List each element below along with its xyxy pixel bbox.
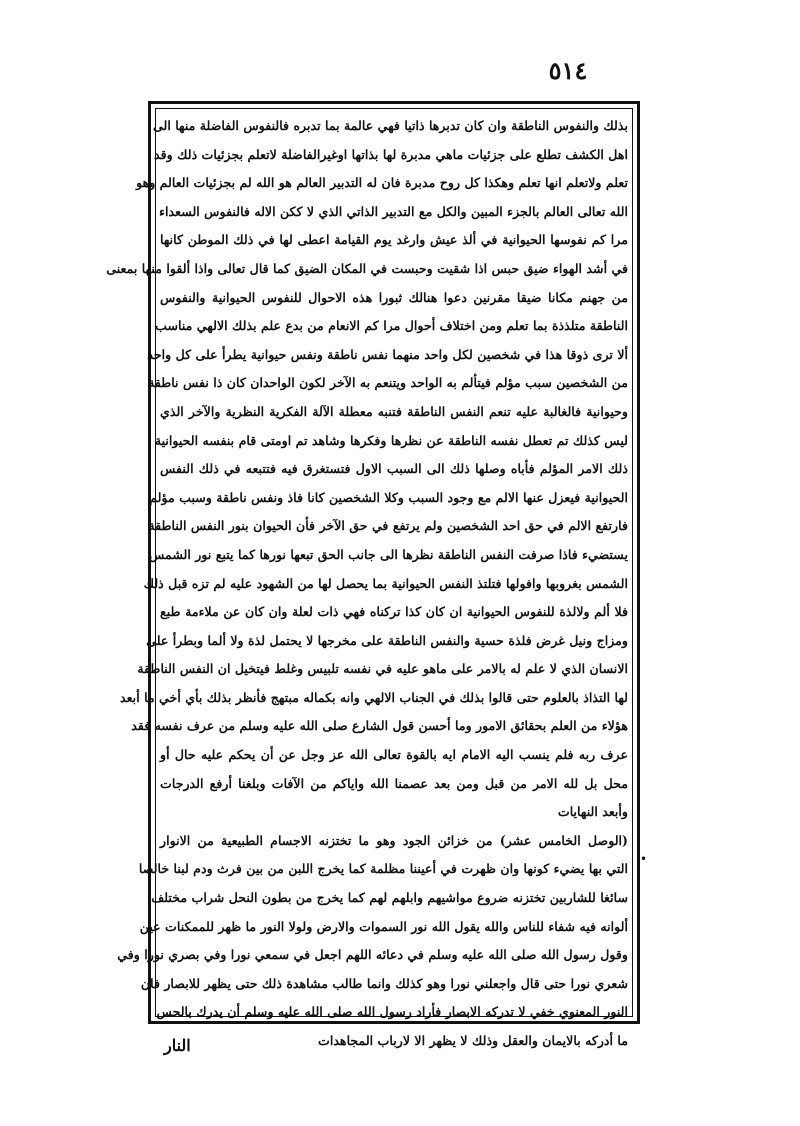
text-line: في أشد الهواء ضيق حبس اذا شقيت وحبست في المكان الضيق كما قال تعالى واذا ألقوا منها بمعنى <box>106 260 628 276</box>
text-line: التي بها يضيء كونها وان ظهرت في أعيننا مظلمة كما يخرج اللبن من بين فرث ودم لبنا خالصا <box>138 861 628 877</box>
text-line: ومزاج ونيل غرض فلذة حسية والنفس الناطقة على مخرجها لا يحتمل لذة ولا ألما وبطرأ على <box>146 632 628 648</box>
text-line: تعلم ولاتعلم انها تعلم وهكذا كل روح مدبرة فان له التدبير العالم هو الله لم بجزئيات العالم وهو <box>136 175 628 191</box>
page-number: ٥١٤ <box>548 56 588 85</box>
text-line: وحيوانية فالغالبة عليه تنعم النفس الناطقة فتنبه معطلة الآلة الفكرية النظرية والآخر الذي <box>160 403 628 419</box>
text-line: الله تعالى العالم بالجزء المبين والكل مع التدبير الذاتي الذي لا ككن الاله فالنفوس السعداء <box>159 203 628 219</box>
text-line: من الشخصين سبب مؤلم فيتألم به الواحد ويتنعم به الآخر لكون الواحدان كان ذا نفس ناطقة <box>148 375 628 391</box>
text-line: ألوانه فيه شفاء للناس والله يقول الله نور السموات والارض ولولا النور ما ظهر للممكنات عين <box>139 918 628 934</box>
text-line: اهل الكشف تطلع على جزئيات ماهي مدبرة لها بذاتها اوغيرالفاضلة لاتعلم بجزئيات ذلك وقد <box>154 146 628 162</box>
text-line: فلا ألم ولالذة للنفوس الحيوانية ان كان كذا تركناه فهي ذات لعلة وان كان عن ملاءمة طبع <box>160 604 628 620</box>
text-line: عرف ربه فلم ينسب اليه الامام ايه بالقوة تعالى الله عز وجل عن أن يحكم عليه حال أو <box>160 747 628 763</box>
text-line: سائغا للشاربين تختزنه ضروع مواشيهم وابلهم لهم كما يخرج من بطون النحل شراب مختلف <box>151 890 628 906</box>
text-line: الناطقة متلذذة بما تعلم ومن اختلاف أحوال مرا كم الانعام من بدع علم بذلك الالهي مناسب <box>155 318 628 334</box>
text-line: الشمس بغروبها وافولها فتلتذ النفس الحيوانية بما يحصل لها من الشهود عليه لم تزه قبل ذلك <box>143 575 628 591</box>
text-line: من جهنم مكانا ضيقا مقرنين دعوا هنالك ثبورا هذه الاحوال للنفوس الحيوانية والنفوس <box>160 289 628 305</box>
text-line: الحيوانية فيعزل عنها الالم مع وجود السبب وكلا الشخصين كانا فاذ ونفس ناطقة وسبب مؤلم <box>149 489 628 505</box>
margin-mark: • <box>640 852 648 866</box>
text-line: لها التذاذ بالعلوم حتى قالوا بذلك في الجناب الالهي وانه بكماله مبتهج فأنظر بذلك بأي أخي ما أبعد <box>120 689 628 705</box>
catchword: النار <box>164 1036 191 1055</box>
text-line: وقول رسول الله صلى الله عليه وسلم في دعائه اللهم اجعل في سمعي نورا وفي بصري نورا وفي <box>117 947 628 963</box>
text-line: هؤلاء من العلم بحقائق الامور وما أحسن قول الشارع صلى الله عليه وسلم من عرف نفسه فقد <box>131 718 628 734</box>
text-line: شعري نورا حتى قال واجعلني نورا وهو كذلك وانما طالب مشاهدة ذلك حتى يظهر للابصار فان <box>140 975 628 991</box>
text-line: محل بل لله الامر من قبل ومن بعد عصمنا الله واياكم من الآفات وبلغنا أرفع الدرجات <box>160 775 628 791</box>
text-line: وأبعد النهايات <box>557 804 628 820</box>
text-line: مرا كم نفوسها الحيوانية في ألذ عيش وارغد يوم القيامة اعطى لها في ذلك الموطن كانها <box>160 232 628 248</box>
text-line: بذلك والنفوس الناطقة وان كان تدبرها ذاتيا فهي عالمة بما تدبره فالنفوس الفاضلة منها الى <box>152 118 628 133</box>
text-line: ما أدركه بالايمان والعقل وذلك لا يظهر الا لارباب المجاهدات <box>317 1033 628 1048</box>
text-line: ليس كذلك تم تعطل نفسه الناطقة عن نظرها وفكرها وشاهد تم اومتى قام بنفسه الحيوانية <box>154 432 628 448</box>
text-line: ألا ترى ذوقا هذا في شخصين لكل واحد منهما نفس ناطقة ونفس حيوانية يطرأ على كل واحد <box>147 346 628 362</box>
text-line: النور المعنوي خفي لا تدركه الابصار فأراد رسول الله صلى الله عليه وسلم أن يدرك بالحس <box>156 1004 628 1020</box>
text-line: الانسان الذي لا علم له بالامر على ماهو عليه في نفسه تلبيس وغلط فيتخيل ان النفس الناطقة <box>137 661 628 677</box>
text-line: ذلك الامر المؤلم فأباه وصلها ذلك الى السبب الاول فتستغرق فيه فتتبعه في ذلك النفس <box>160 461 628 477</box>
text-line: (الوصل الخامس عشر) من خزائن الجود وهو ما تختزنه الاجسام الطبيعية من الانوار <box>160 832 628 848</box>
text-line: يستضيء فاذا صرفت النفس الناطقة نظرها الى جانب الحق تبعها نورها كما يتبع نور الشمس <box>148 546 628 562</box>
text-line: فارتفع الالم في حق احد الشخصين ولم يرتفع في حق الآخر فأن الحيوان بنور النفس الناطقة <box>148 518 628 534</box>
